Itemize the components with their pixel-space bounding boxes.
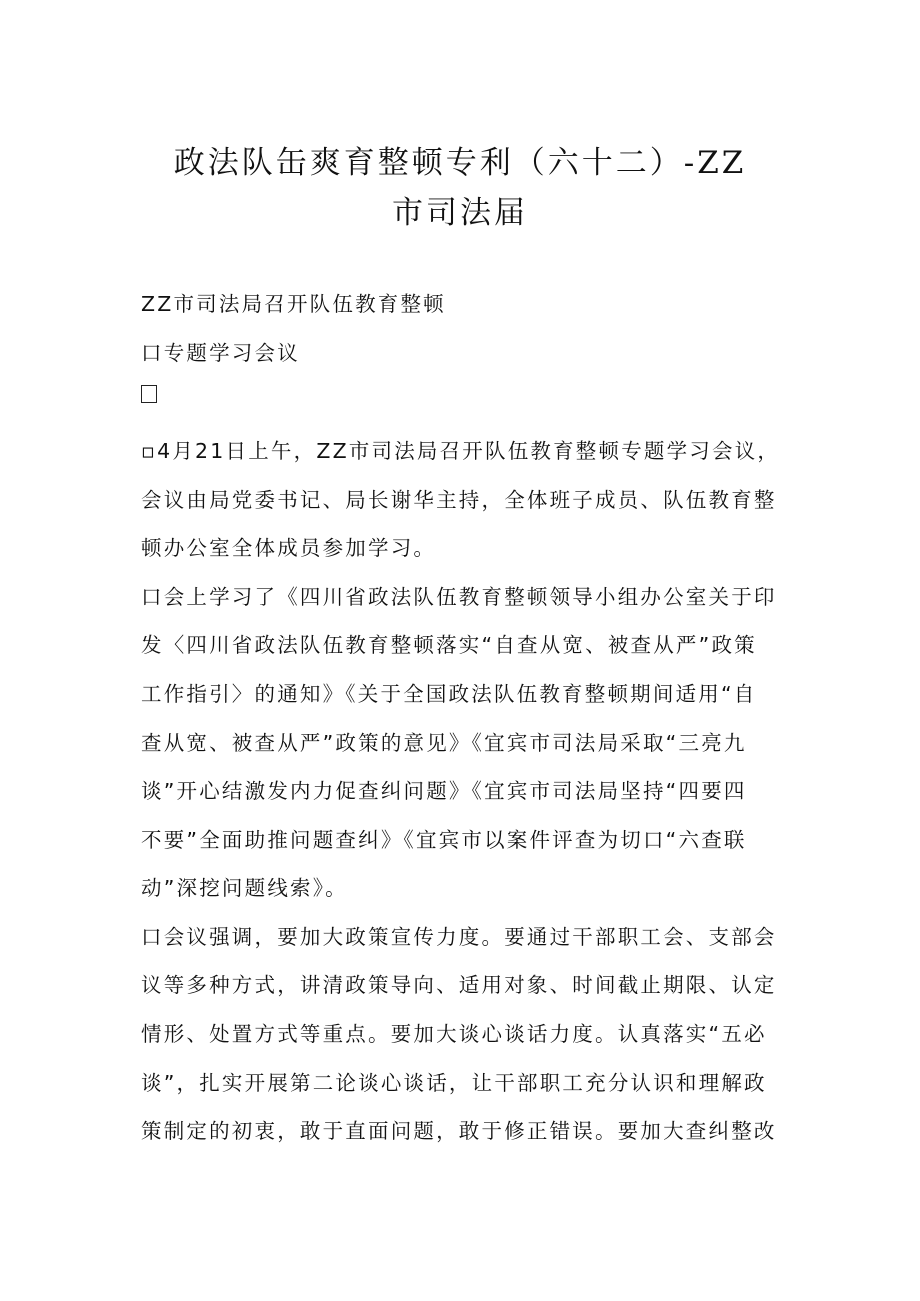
paragraph-line: 动”深挖问题线索》。 [141, 876, 348, 900]
empty-box-icon [141, 385, 157, 403]
heading-line-1: ZZ市司法局召开队伍教育整顿 [141, 292, 446, 316]
paragraph-line: 口会上学习了《四川省政法队伍教育整顿领导小组办公室关于印 [141, 585, 777, 609]
paragraph-line: 情形、处置方式等重点。要加大谈心谈话力度。认真落实“五必 [141, 1022, 767, 1046]
paragraph-line: 查从宽、被查从严”政策的意见》《宜宾市司法局采取“三亮九 [141, 731, 747, 755]
document-title-line-2: 市司法届 [392, 195, 528, 231]
paragraph-line: 会议由局党委书记、局长谢华主持，全体班子成员、队伍教育整 [141, 488, 777, 512]
paragraph-line: 不要”全面助推问题查纠》《宜宾市以案件评查为切口“六查联 [141, 828, 747, 852]
paragraph-line: 策制定的初衷，敢于直面问题，敢于修正错误。要加大查纠整改 [141, 1119, 777, 1143]
paragraph-line: ▫4月21日上午，ZZ市司法局召开队伍教育整顿专题学习会议， [141, 439, 781, 463]
paragraph-line: 谈”开心结激发内力促查纠问题》《宜宾市司法局坚持“四要四 [141, 779, 747, 803]
heading-line-2: 口专题学习会议 [141, 341, 300, 365]
paragraph-line: 口会议强调，要加大政策宣传力度。要通过干部职工会、支部会 [141, 925, 777, 949]
paragraph-line: 发〈四川省政法队伍教育整顿落实“自查从宽、被查从严”政策 [141, 633, 757, 657]
paragraph-line: 顿办公室全体成员参加学习。 [141, 536, 437, 560]
paragraph-line: 谈”，扎实开展第二论谈心谈话，让干部职工充分认识和理解政 [141, 1071, 767, 1095]
paragraph-line: 工作指引〉的通知》《关于全国政法队伍教育整顿期间适用“自 [141, 682, 757, 706]
document-title-line-1: 政法队缶爽育整顿专利（六十二）-ZZ [173, 145, 747, 181]
paragraph-line: 议等多种方式，讲清政策导向、适用对象、时间截止期限、认定 [141, 973, 777, 997]
